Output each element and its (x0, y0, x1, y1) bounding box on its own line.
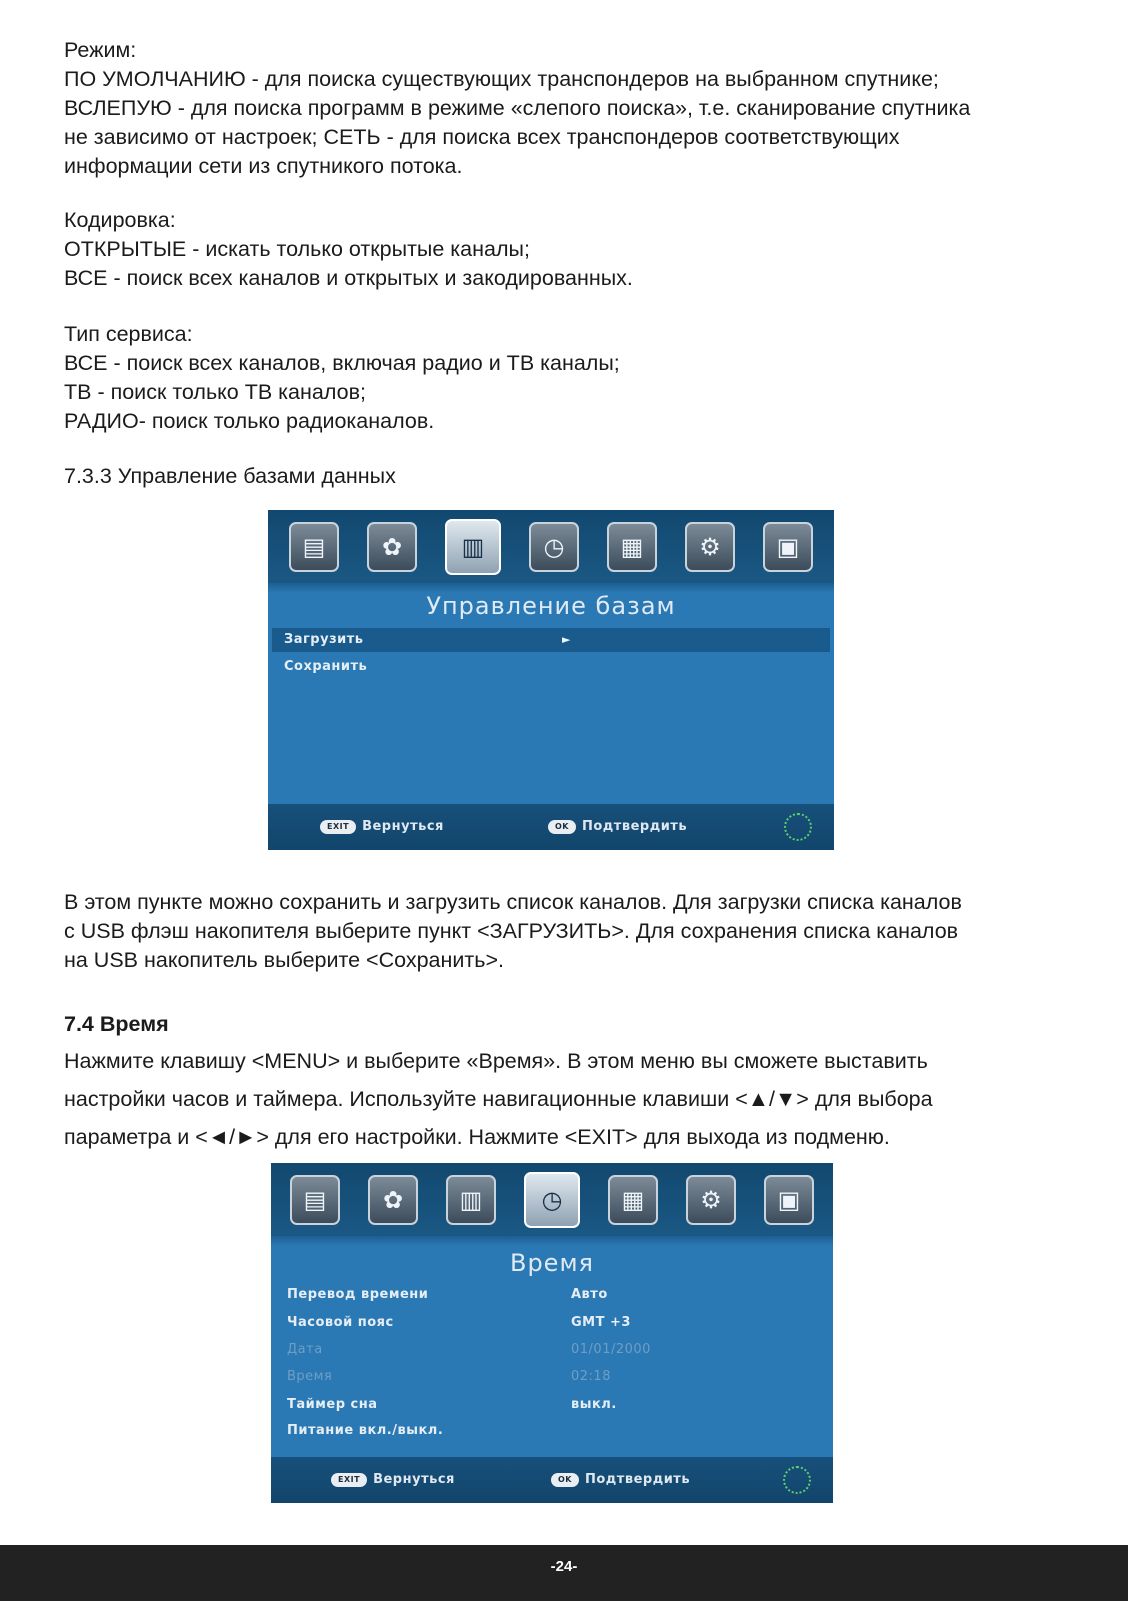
confirm-hint[interactable]: OK Подтвердить (551, 1472, 690, 1487)
setting-row-sleep-timer[interactable]: Таймер сна выкл. (287, 1397, 617, 1412)
section-heading-733: 7.3.3 Управление базами данных (64, 464, 396, 488)
text-line: Нажмите клавишу <MENU> и выберите «Время». В этом меню вы сможете выставить (64, 1049, 928, 1073)
database-description (64, 888, 1094, 975)
encoding-paragraph (64, 206, 1094, 293)
screen-bottom-bar (271, 1457, 833, 1503)
text-line: ОТКРЫТЫЕ - искать только открытые каналы; (64, 237, 530, 261)
search-icon: ▥ (446, 1175, 496, 1225)
exit-key-icon: EXIT (331, 1473, 367, 1487)
text-line: ВСЕ - поиск всех каналов, включая радио и ТВ каналы; (64, 351, 620, 375)
confirm-hint[interactable]: OK Подтвердить (548, 819, 687, 834)
screen-title: Время (509, 1249, 594, 1277)
section-heading-74: 7.4 Время (64, 1012, 169, 1036)
usb-icon: ▣ (764, 1175, 814, 1225)
text-line: РАДИО- поиск только радиоканалов. (64, 409, 435, 433)
text-line: с USB флэш накопителя выберите пункт <ЗАГРУЗИТЬ>. Для сохранения списка каналов (64, 919, 959, 943)
encoding-heading: Кодировка: (64, 208, 176, 232)
navigation-icon (784, 813, 812, 841)
back-hint[interactable]: EXIT Вернуться (320, 819, 444, 834)
option-icon: ▦ (608, 1175, 658, 1225)
menu-item-load[interactable]: Загрузить ► (272, 628, 830, 652)
page-footer (0, 1545, 1128, 1601)
ok-key-icon: OK (548, 820, 576, 834)
navigation-icon (783, 1466, 811, 1494)
channel-icon: ▤ (290, 1175, 340, 1225)
menu-icon-bar (271, 1163, 833, 1236)
ok-key-icon: OK (551, 1473, 579, 1487)
system-icon: ⚙ (686, 1175, 736, 1225)
service-heading: Тип сервиса: (64, 322, 193, 346)
text-line: на USB накопитель выберите <Сохранить>. (64, 948, 504, 972)
exit-key-icon: EXIT (320, 820, 356, 834)
time-icon: ◷ (524, 1172, 580, 1228)
text-line: параметра и <◄/►> для его настройки. Нажмите <EXIT> для выхода из подменю. (64, 1125, 890, 1149)
setting-row-timezone[interactable]: Часовой пояс GMT +3 (287, 1315, 631, 1330)
setting-row-time: Время 02:18 (287, 1369, 611, 1384)
usb-icon: ▣ (763, 522, 813, 572)
text-line: ВСЛЕПУЮ - для поиска программ в режиме «слепого поиска», т.е. сканирование спутника (64, 96, 971, 120)
setting-row-time-transfer[interactable]: Перевод времени Авто (287, 1287, 608, 1302)
picture-icon: ✿ (367, 522, 417, 572)
screen-bottom-bar (268, 804, 834, 850)
text-line: ВСЕ - поиск всех каналов и открытых и закодированных. (64, 266, 633, 290)
time-description (64, 1042, 1094, 1156)
text-line: ТВ - поиск только ТВ каналов; (64, 380, 366, 404)
page-number: -24- (550, 1558, 578, 1575)
service-paragraph (64, 320, 1094, 436)
time-icon: ◷ (529, 522, 579, 572)
text-line: информации сети из спутникого потока. (64, 154, 463, 178)
screen-title: Управление базам (426, 592, 676, 620)
time-menu-screenshot (271, 1163, 833, 1503)
search-icon: ▥ (445, 519, 501, 575)
text-line: В этом пункте можно сохранить и загрузить список каналов. Для загрузки списка каналов (64, 890, 962, 914)
setting-row-power-onoff[interactable]: Питание вкл./выкл. (287, 1423, 444, 1438)
mode-heading: Режим: (64, 38, 137, 62)
text-line: ПО УМОЛЧАНИЮ - для поиска существующих транспондеров на выбранном спутнике; (64, 67, 939, 91)
database-menu-screenshot (268, 510, 834, 850)
setting-row-date: Дата 01/01/2000 (287, 1342, 651, 1357)
text-line: настройки часов и таймера. Используйте навигационные клавиши <▲/▼> для выбора (64, 1087, 933, 1111)
picture-icon: ✿ (368, 1175, 418, 1225)
back-hint[interactable]: EXIT Вернуться (331, 1472, 455, 1487)
system-icon: ⚙ (685, 522, 735, 572)
channel-icon: ▤ (289, 522, 339, 572)
option-icon: ▦ (607, 522, 657, 572)
menu-icon-bar (268, 510, 834, 583)
menu-item-save[interactable]: Сохранить (284, 659, 368, 674)
arrow-right-icon: ► (562, 633, 571, 646)
text-line: не зависимо от настроек; СЕТЬ - для поиска всех транспондеров соответствующих (64, 125, 900, 149)
mode-paragraph (64, 36, 1094, 181)
